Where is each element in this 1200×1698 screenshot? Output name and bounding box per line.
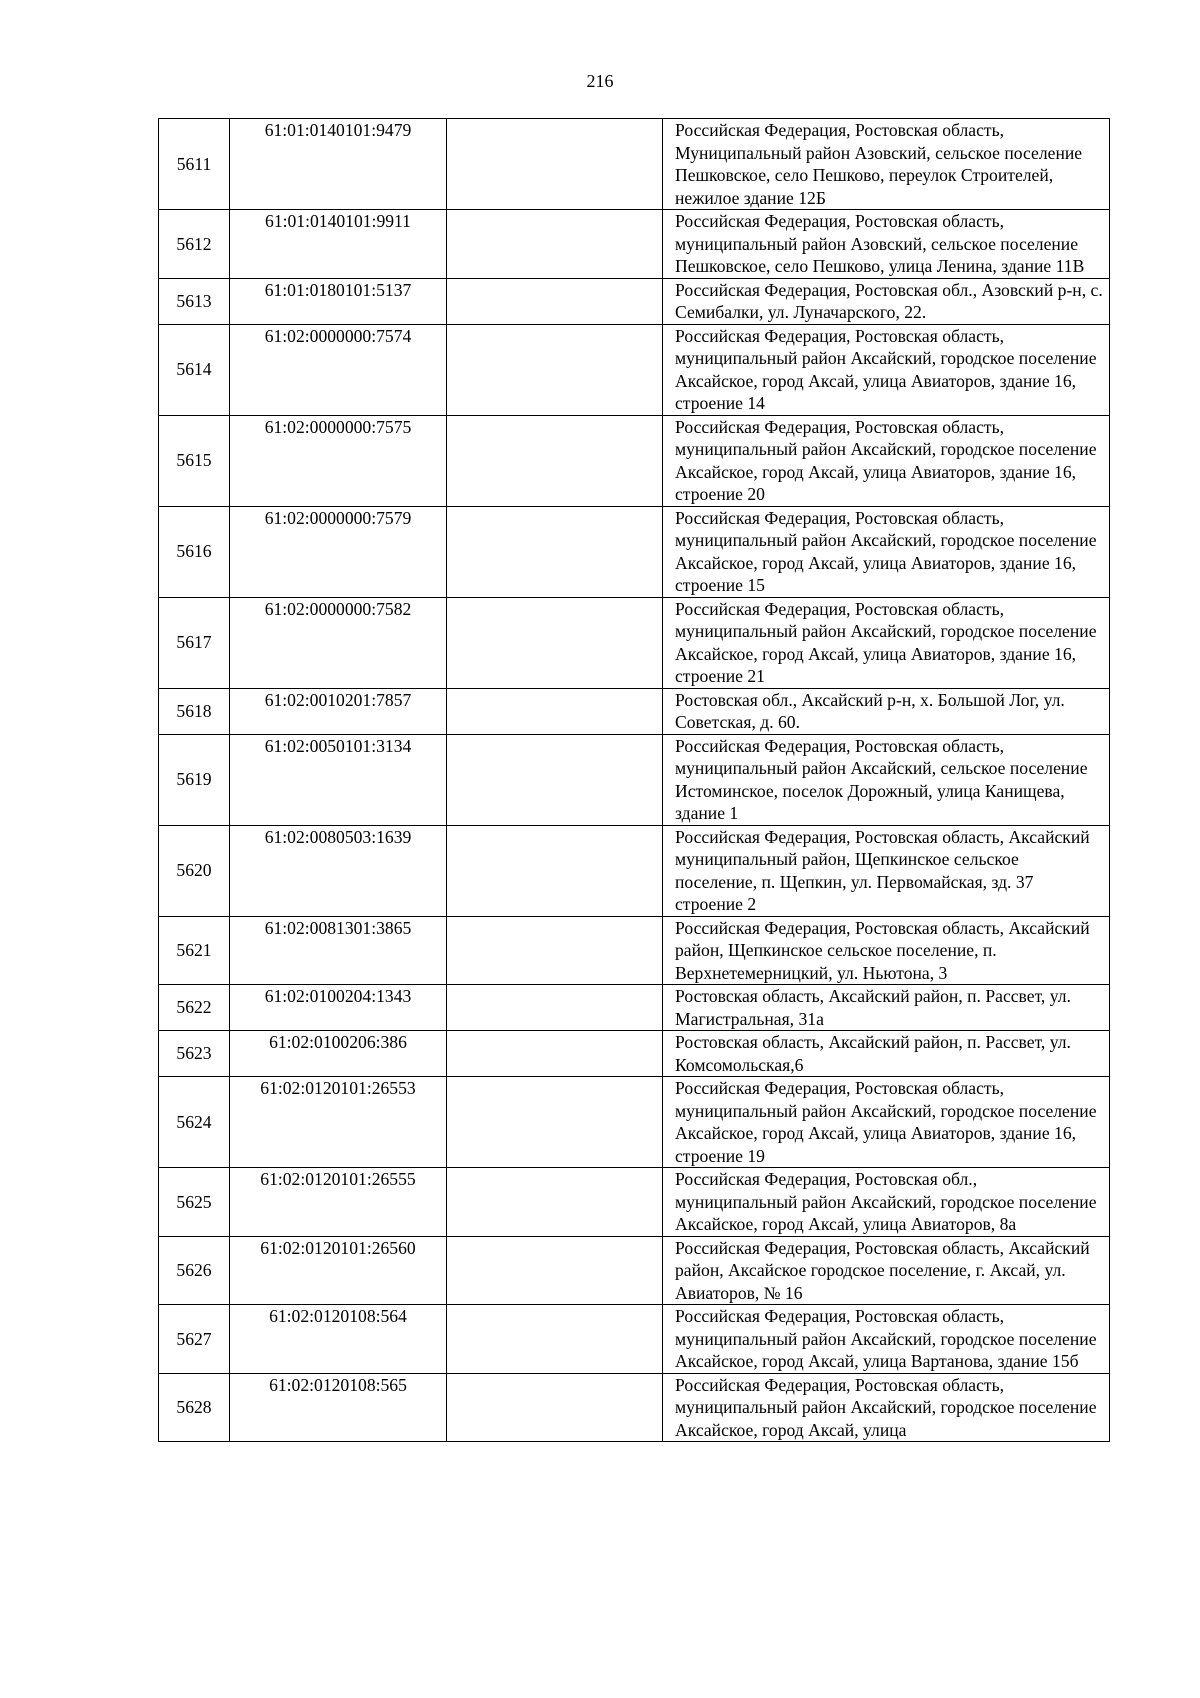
cadastral-number: 61:02:0100204:1343: [230, 985, 447, 1031]
empty-cell: [447, 1236, 663, 1305]
empty-cell: [447, 916, 663, 985]
table-row: [159, 1031, 1110, 1077]
address: Российская Федерация, Ростовская область, муниципальный район Аксайский, городское поселение Аксайское, город Аксай, улица: [663, 1373, 1110, 1442]
empty-cell: [447, 210, 663, 279]
cadastral-number: 61:02:0000000:7582: [230, 597, 447, 688]
empty-cell: [447, 415, 663, 506]
address: Российская Федерация, Ростовская область, Муниципальный район Азовский, сельское поселение Пешковское, село Пешково, переулок Строителей, нежилое здание 12Б: [663, 119, 1110, 210]
address: Российская Федерация, Ростовская область, муниципальный район Аксайский, городское поселение Аксайское, город Аксай, улица Авиаторов, здание 16, строение 21: [663, 597, 1110, 688]
cadastral-number: 61:02:0081301:3865: [230, 916, 447, 985]
empty-cell: [447, 1305, 663, 1374]
empty-cell: [447, 1077, 663, 1168]
page-number: 216: [586, 71, 614, 91]
row-number: 5624: [159, 1077, 230, 1168]
table-row: [159, 1373, 1110, 1442]
empty-cell: [447, 506, 663, 597]
empty-cell: [447, 324, 663, 415]
row-number: 5614: [159, 324, 230, 415]
address: Ростовская область, Аксайский район, п. Рассвет, ул. Комсомольская,6: [663, 1031, 1110, 1077]
table-row: [159, 734, 1110, 825]
address: Российская Федерация, Ростовская область, Аксайский муниципальный район, Щепкинское сельское поселение, п. Щепкин, ул. Первомайская, зд. 37 строение 2: [663, 825, 1110, 916]
address: Российская Федерация, Ростовская область, Аксайский район, Щепкинское сельское поселение, п. Верхнетемерницкий, ул. Ньютона, 3: [663, 916, 1110, 985]
cadastral-number: 61:01:0140101:9911: [230, 210, 447, 279]
table-row: [159, 597, 1110, 688]
row-number: 5619: [159, 734, 230, 825]
row-number: 5626: [159, 1236, 230, 1305]
empty-cell: [447, 985, 663, 1031]
cadastral-number: 61:02:0120108:564: [230, 1305, 447, 1374]
empty-cell: [447, 1168, 663, 1237]
row-number: 5620: [159, 825, 230, 916]
table-row: [159, 119, 1110, 210]
address: Российская Федерация, Ростовская область, муниципальный район Аксайский, городское поселение Аксайское, город Аксай, улица Авиаторов, здание 16, строение 19: [663, 1077, 1110, 1168]
empty-cell: [447, 734, 663, 825]
address: Российская Федерация, Ростовская область, муниципальный район Аксайский, сельское поселение Истоминское, поселок Дорожный, улица Канищева, здание 1: [663, 734, 1110, 825]
table-row: [159, 1077, 1110, 1168]
address: Российская Федерация, Ростовская область, муниципальный район Аксайский, городское поселение Аксайское, город Аксай, улица Авиаторов, здание 16, строение 15: [663, 506, 1110, 597]
row-number: 5615: [159, 415, 230, 506]
cadastral-number: 61:02:0120101:26560: [230, 1236, 447, 1305]
cadastral-number: 61:02:0120101:26555: [230, 1168, 447, 1237]
row-number: 5612: [159, 210, 230, 279]
empty-cell: [447, 1373, 663, 1442]
table-row: [159, 1236, 1110, 1305]
row-number: 5628: [159, 1373, 230, 1442]
cadastral-number: 61:02:0000000:7579: [230, 506, 447, 597]
row-number: 5618: [159, 688, 230, 734]
table-row: [159, 688, 1110, 734]
row-number: 5613: [159, 278, 230, 324]
table-row: [159, 324, 1110, 415]
registry-table-body: [159, 119, 1110, 1442]
empty-cell: [447, 1031, 663, 1077]
address: Российская Федерация, Ростовская область, муниципальный район Аксайский, городское поселение Аксайское, город Аксай, улица Авиаторов, здание 16, строение 14: [663, 324, 1110, 415]
cadastral-number: 61:02:0050101:3134: [230, 734, 447, 825]
table-row: [159, 210, 1110, 279]
table-row: [159, 916, 1110, 985]
cadastral-number: 61:02:0010201:7857: [230, 688, 447, 734]
table-row: [159, 506, 1110, 597]
row-number: 5627: [159, 1305, 230, 1374]
empty-cell: [447, 825, 663, 916]
table-row: [159, 278, 1110, 324]
table-row: [159, 825, 1110, 916]
row-number: 5611: [159, 119, 230, 210]
address: Ростовская обл., Аксайский р-н, х. Большой Лог, ул. Советская, д. 60.: [663, 688, 1110, 734]
registry-table: [158, 118, 1110, 1442]
cadastral-number: 61:02:0000000:7574: [230, 324, 447, 415]
table-row: [159, 985, 1110, 1031]
row-number: 5617: [159, 597, 230, 688]
cadastral-number: 61:02:0000000:7575: [230, 415, 447, 506]
table-row: [159, 415, 1110, 506]
address: Российская Федерация, Ростовская область, муниципальный район Азовский, сельское поселение Пешковское, село Пешково, улица Ленина, здание 11В: [663, 210, 1110, 279]
cadastral-number: 61:02:0080503:1639: [230, 825, 447, 916]
cadastral-number: 61:02:0120101:26553: [230, 1077, 447, 1168]
row-number: 5623: [159, 1031, 230, 1077]
empty-cell: [447, 597, 663, 688]
address: Российская Федерация, Ростовская область, муниципальный район Аксайский, городское поселение Аксайское, город Аксай, улица Вартанова, здание 15б: [663, 1305, 1110, 1374]
table-row: [159, 1305, 1110, 1374]
empty-cell: [447, 278, 663, 324]
address: Российская Федерация, Ростовская область, Аксайский район, Аксайское городское поселение, г. Аксай, ул. Авиаторов, № 16: [663, 1236, 1110, 1305]
row-number: 5621: [159, 916, 230, 985]
row-number: 5622: [159, 985, 230, 1031]
cadastral-number: 61:01:0180101:5137: [230, 278, 447, 324]
table-row: [159, 1168, 1110, 1237]
address: Российская Федерация, Ростовская обл., Азовский р-н, с. Семибалки, ул. Луначарского, 22.: [663, 278, 1110, 324]
address: Российская Федерация, Ростовская область, муниципальный район Аксайский, городское поселение Аксайское, город Аксай, улица Авиаторов, здание 16, строение 20: [663, 415, 1110, 506]
empty-cell: [447, 688, 663, 734]
cadastral-number: 61:02:0120108:565: [230, 1373, 447, 1442]
cadastral-number: 61:02:0100206:386: [230, 1031, 447, 1077]
row-number: 5616: [159, 506, 230, 597]
address: Российская Федерация, Ростовская обл., муниципальный район Аксайский, городское поселение Аксайское, город Аксай, улица Авиаторов, 8а: [663, 1168, 1110, 1237]
empty-cell: [447, 119, 663, 210]
address: Ростовская область, Аксайский район, п. Рассвет, ул. Магистральная, 31а: [663, 985, 1110, 1031]
row-number: 5625: [159, 1168, 230, 1237]
cadastral-number: 61:01:0140101:9479: [230, 119, 447, 210]
